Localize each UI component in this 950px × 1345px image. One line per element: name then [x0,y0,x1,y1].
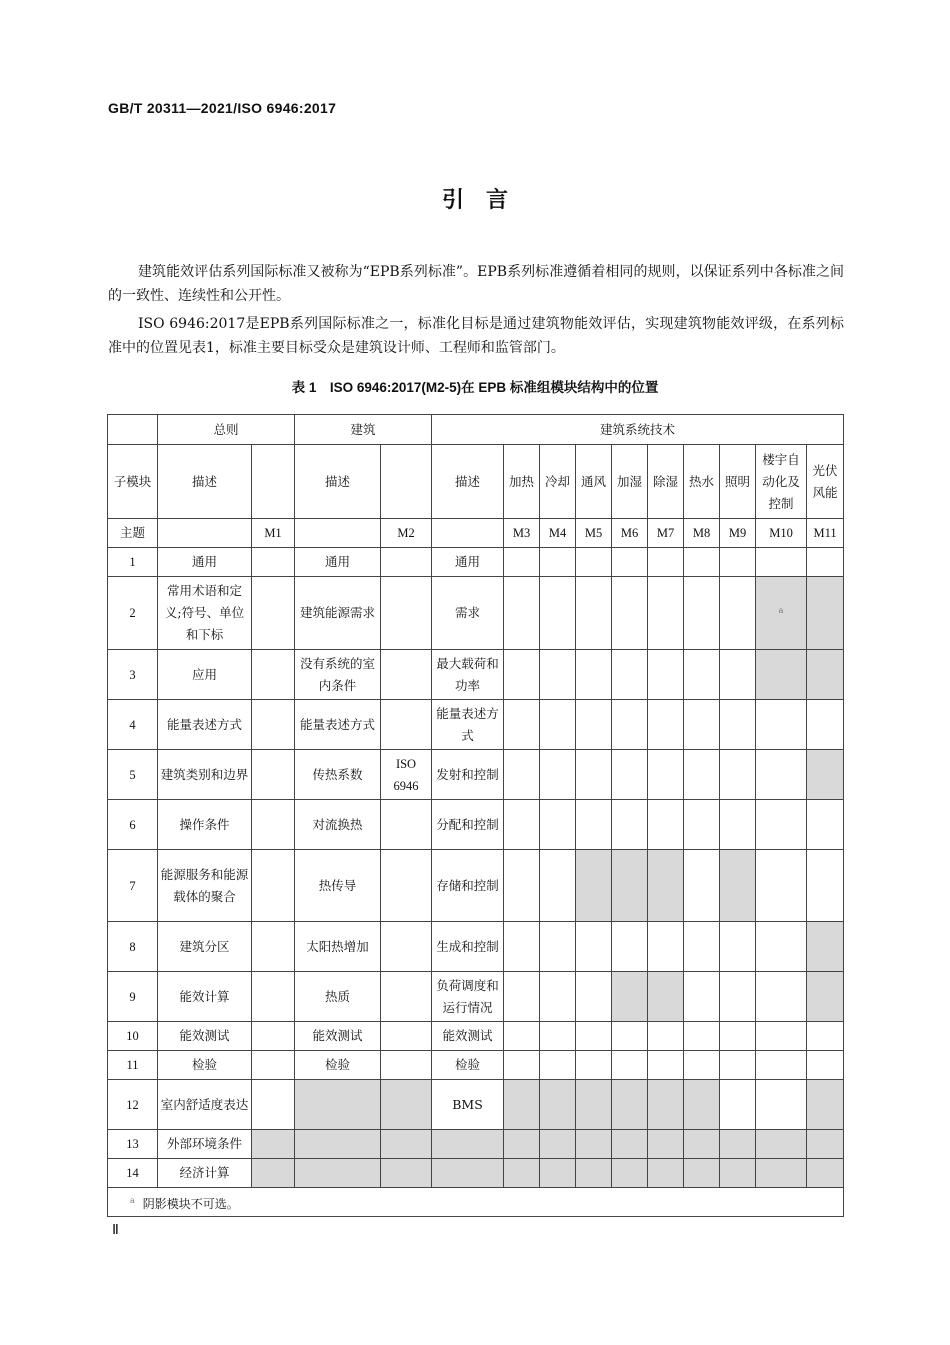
module-m10: M10 [756,519,807,548]
table-row [108,922,844,972]
building-extra [381,548,432,577]
system-cell [612,800,648,850]
system-cell [720,1022,756,1051]
footnote-marker: a [778,606,784,616]
general-extra [252,1080,295,1130]
building-extra [381,850,432,922]
general-description: 能效计算 [158,972,252,1022]
system-cell [720,750,756,800]
system-cell [756,577,807,650]
building-description: 没有系统的室内条件 [295,650,381,700]
system-cell [648,1022,684,1051]
general-extra [252,922,295,972]
system-cell [576,577,612,650]
general-description: 经济计算 [158,1159,252,1188]
general-extra [252,1022,295,1051]
module-m6: M6 [612,519,648,548]
system-cell [756,700,807,750]
building-extra [381,1022,432,1051]
system-cell [576,650,612,700]
system-cell [756,1051,807,1080]
system-cell [540,650,576,700]
blank-header [252,445,295,519]
row-number: 14 [108,1159,158,1188]
system-cell [648,1130,684,1159]
system-cell [576,1022,612,1051]
system-cell [807,700,844,750]
system-cell [504,1051,540,1080]
general-extra [252,1130,295,1159]
system-cell [540,700,576,750]
row-number: 8 [108,922,158,972]
system-cell [612,750,648,800]
system-cell [648,548,684,577]
system-cell [540,1130,576,1159]
system-cell [540,577,576,650]
general-extra [252,548,295,577]
building-description: 检验 [295,1051,381,1080]
group-header-row [108,415,844,445]
general-description: 外部环境条件 [158,1130,252,1159]
system-cell [648,750,684,800]
systems-description: 需求 [432,577,504,650]
system-cell [576,850,612,922]
table-row [108,700,844,750]
theme-row [108,519,844,548]
system-cell [720,922,756,972]
module-m7: M7 [648,519,684,548]
system-cell [756,1130,807,1159]
system-cell [504,700,540,750]
system-cell [720,1159,756,1188]
system-cell [540,1051,576,1080]
system-cell [807,850,844,922]
system-cell [540,1159,576,1188]
table-row [108,972,844,1022]
row-number: 11 [108,1051,158,1080]
general-extra [252,577,295,650]
row-number: 13 [108,1130,158,1159]
system-cell [504,1130,540,1159]
system-cell [612,1051,648,1080]
system-cell [684,1051,720,1080]
standard-number: GB/T 20311—2021/ISO 6946:2017 [108,100,337,116]
system-cell [756,800,807,850]
table-row [108,650,844,700]
footnote-text: 阴影模块不可选。 [142,1196,239,1211]
system-cell [807,1080,844,1130]
table-row [108,1022,844,1051]
row-number: 3 [108,650,158,700]
system-cell [612,850,648,922]
system-cell [648,1159,684,1188]
module-m4: M4 [540,519,576,548]
table-row [108,750,844,800]
system-cell [684,972,720,1022]
epb-module-table [107,414,844,1217]
footnote-row [108,1188,844,1217]
systems-description: 分配和控制 [432,800,504,850]
system-cell [684,700,720,750]
blank-cell [158,519,252,548]
system-cell [807,548,844,577]
system-cell [807,1022,844,1051]
dehumidification-header: 除湿 [648,445,684,519]
general-description: 通用 [158,548,252,577]
system-cell [648,700,684,750]
system-cell [648,800,684,850]
system-cell [648,577,684,650]
system-cell [807,800,844,850]
system-cell [540,800,576,850]
system-cell [612,650,648,700]
building-description: 传热系数 [295,750,381,800]
system-cell [756,750,807,800]
building-extra [381,577,432,650]
general-description: 操作条件 [158,800,252,850]
general-extra [252,850,295,922]
system-cell [756,972,807,1022]
building-description: 通用 [295,548,381,577]
building-description [295,1159,381,1188]
system-cell [684,650,720,700]
row-number: 12 [108,1080,158,1130]
system-cell [756,922,807,972]
building-extra [381,1159,432,1188]
general-description: 检验 [158,1051,252,1080]
system-cell [504,850,540,922]
row-number: 5 [108,750,158,800]
table-row [108,1130,844,1159]
system-cell [576,972,612,1022]
system-cell [504,1080,540,1130]
row-number: 2 [108,577,158,650]
system-cell [648,1051,684,1080]
system-cell [612,577,648,650]
building-description: 对流换热 [295,800,381,850]
system-cell [807,577,844,650]
humidification-header: 加湿 [612,445,648,519]
system-cell [720,850,756,922]
system-cell [576,1159,612,1188]
system-cell [504,972,540,1022]
system-cell [720,1080,756,1130]
system-cell [576,1051,612,1080]
system-cell [540,1022,576,1051]
system-cell [807,1130,844,1159]
system-cell [756,1022,807,1051]
systems-description: 能效测试 [432,1022,504,1051]
system-cell [612,1159,648,1188]
system-cell [720,1130,756,1159]
system-cell [756,1159,807,1188]
system-cell [612,1022,648,1051]
row-number: 6 [108,800,158,850]
building-description: 热质 [295,972,381,1022]
group-building: 建筑 [295,415,432,445]
module-m8: M8 [684,519,720,548]
general-description: 建筑类别和边界 [158,750,252,800]
systems-description: 发射和控制 [432,750,504,800]
group-general: 总则 [158,415,295,445]
system-cell [540,850,576,922]
system-cell [576,922,612,972]
system-cell [720,800,756,850]
systems-description: 检验 [432,1051,504,1080]
system-cell [612,1130,648,1159]
row-number: 10 [108,1022,158,1051]
general-description: 能效测试 [158,1022,252,1051]
system-cell [576,1130,612,1159]
system-cell [756,650,807,700]
table-row [108,577,844,650]
row-number: 9 [108,972,158,1022]
module-m2: M2 [381,519,432,548]
system-cell [612,922,648,972]
ventilation-header: 通风 [576,445,612,519]
system-cell [684,548,720,577]
building-extra [381,972,432,1022]
table-row [108,1159,844,1188]
system-cell [540,750,576,800]
row-number: 4 [108,700,158,750]
system-cell [684,750,720,800]
system-cell [504,577,540,650]
system-cell [684,1159,720,1188]
module-m1: M1 [252,519,295,548]
footnote-marker: a [130,1195,135,1205]
system-cell [612,972,648,1022]
system-cell [720,700,756,750]
building-extra [381,800,432,850]
general-extra [252,700,295,750]
systems-description [432,1130,504,1159]
general-description: 常用术语和定义;符号、单位和下标 [158,577,252,650]
system-cell [720,650,756,700]
table-caption: 表 1 ISO 6946:2017(M2-5)在 EPB 标准组模块结构中的位置 [291,380,659,395]
system-cell [807,972,844,1022]
table-row [108,1051,844,1080]
system-cell [612,548,648,577]
system-cell [540,548,576,577]
system-cell [684,850,720,922]
system-cell [504,548,540,577]
system-cell [807,650,844,700]
system-cell [807,750,844,800]
general-description: 能源服务和能源载体的聚合 [158,850,252,922]
systems-description: 负荷调度和运行情况 [432,972,504,1022]
system-cell [504,750,540,800]
system-cell [504,800,540,850]
building-extra [381,700,432,750]
system-cell [720,972,756,1022]
system-cell [540,1080,576,1130]
submodule-header: 子模块 [108,445,158,519]
page-number: Ⅱ [112,1223,119,1238]
building-description: 能量表述方式 [295,700,381,750]
table-row [108,548,844,577]
module-m5: M5 [576,519,612,548]
paragraph-2: ISO 6946:2017是EPB系列国际标准之一，标准化目标是通过建筑物能效评估，实现建筑物能效评级，在系列标准中的位置见表1，标准主要目标受众是建筑设计师、工程师和监管部门。 [108,316,844,356]
building-description: 建筑能源需求 [295,577,381,650]
paragraph-1: 建筑能效评估系列国际标准又被称为“EPB系列标准”。EPB系列标准遵循着相同的规则，以保证系列中各标准之间的一致性、连续性和公开性。 [108,264,844,304]
system-cell [684,1130,720,1159]
building-extra [381,650,432,700]
row-number: 1 [108,548,158,577]
system-cell [576,700,612,750]
systems-description: 通用 [432,548,504,577]
system-cell [648,650,684,700]
building-description [295,1080,381,1130]
system-cell [684,1022,720,1051]
blank-cell [295,519,381,548]
sub-header-row [108,445,844,519]
system-cell [576,1080,612,1130]
footnote [108,1188,844,1217]
system-cell [648,972,684,1022]
row-number: 7 [108,850,158,922]
general-extra [252,1159,295,1188]
system-cell [720,548,756,577]
group-systems: 建筑系统技术 [432,415,844,445]
desc-systems-header: 描述 [432,445,504,519]
general-extra [252,972,295,1022]
pv-wind-header: 光伏风能 [807,445,844,519]
general-description: 室内舒适度表达 [158,1080,252,1130]
hot-water-header: 热水 [684,445,720,519]
building-extra: ISO 6946 [381,750,432,800]
building-description: 能效测试 [295,1022,381,1051]
blank-header [381,445,432,519]
systems-description [432,1159,504,1188]
system-cell [807,922,844,972]
system-cell [504,922,540,972]
systems-description: 存储和控制 [432,850,504,922]
module-m3: M3 [504,519,540,548]
general-description: 建筑分区 [158,922,252,972]
system-cell [504,650,540,700]
system-cell [807,1159,844,1188]
general-extra [252,650,295,700]
general-extra [252,1051,295,1080]
system-cell [648,1080,684,1130]
systems-description: BMS [432,1080,504,1130]
systems-description: 最大载荷和功率 [432,650,504,700]
corner-cell [108,415,158,445]
heating-header: 加热 [504,445,540,519]
module-m9: M9 [720,519,756,548]
page-title: 引 言 [441,188,508,213]
bacs-header: 楼宇自动化及控制 [756,445,807,519]
system-cell [504,1022,540,1051]
table-row [108,850,844,922]
lighting-header: 照明 [720,445,756,519]
system-cell [504,1159,540,1188]
module-m11: M11 [807,519,844,548]
general-description: 能量表述方式 [158,700,252,750]
system-cell [807,1051,844,1080]
blank-cell [432,519,504,548]
building-description [295,1130,381,1159]
system-cell [612,700,648,750]
system-cell [756,548,807,577]
building-extra [381,1080,432,1130]
building-description: 太阳热增加 [295,922,381,972]
system-cell [720,577,756,650]
systems-description: 能量表述方式 [432,700,504,750]
system-cell [648,850,684,922]
system-cell [540,922,576,972]
system-cell [576,548,612,577]
system-cell [756,1080,807,1130]
system-cell [540,972,576,1022]
theme-label: 主题 [108,519,158,548]
building-extra [381,922,432,972]
general-description: 应用 [158,650,252,700]
building-extra [381,1051,432,1080]
system-cell [576,750,612,800]
system-cell [684,922,720,972]
table-row [108,800,844,850]
system-cell [576,800,612,850]
table-row [108,1080,844,1130]
system-cell [684,577,720,650]
system-cell [684,800,720,850]
general-extra [252,800,295,850]
system-cell [756,850,807,922]
general-extra [252,750,295,800]
building-extra [381,1130,432,1159]
system-cell [612,1080,648,1130]
system-cell [720,1051,756,1080]
cooling-header: 冷却 [540,445,576,519]
system-cell [684,1080,720,1130]
systems-description: 生成和控制 [432,922,504,972]
system-cell [648,922,684,972]
desc-general-header: 描述 [158,445,252,519]
building-description: 热传导 [295,850,381,922]
desc-building-header: 描述 [295,445,381,519]
